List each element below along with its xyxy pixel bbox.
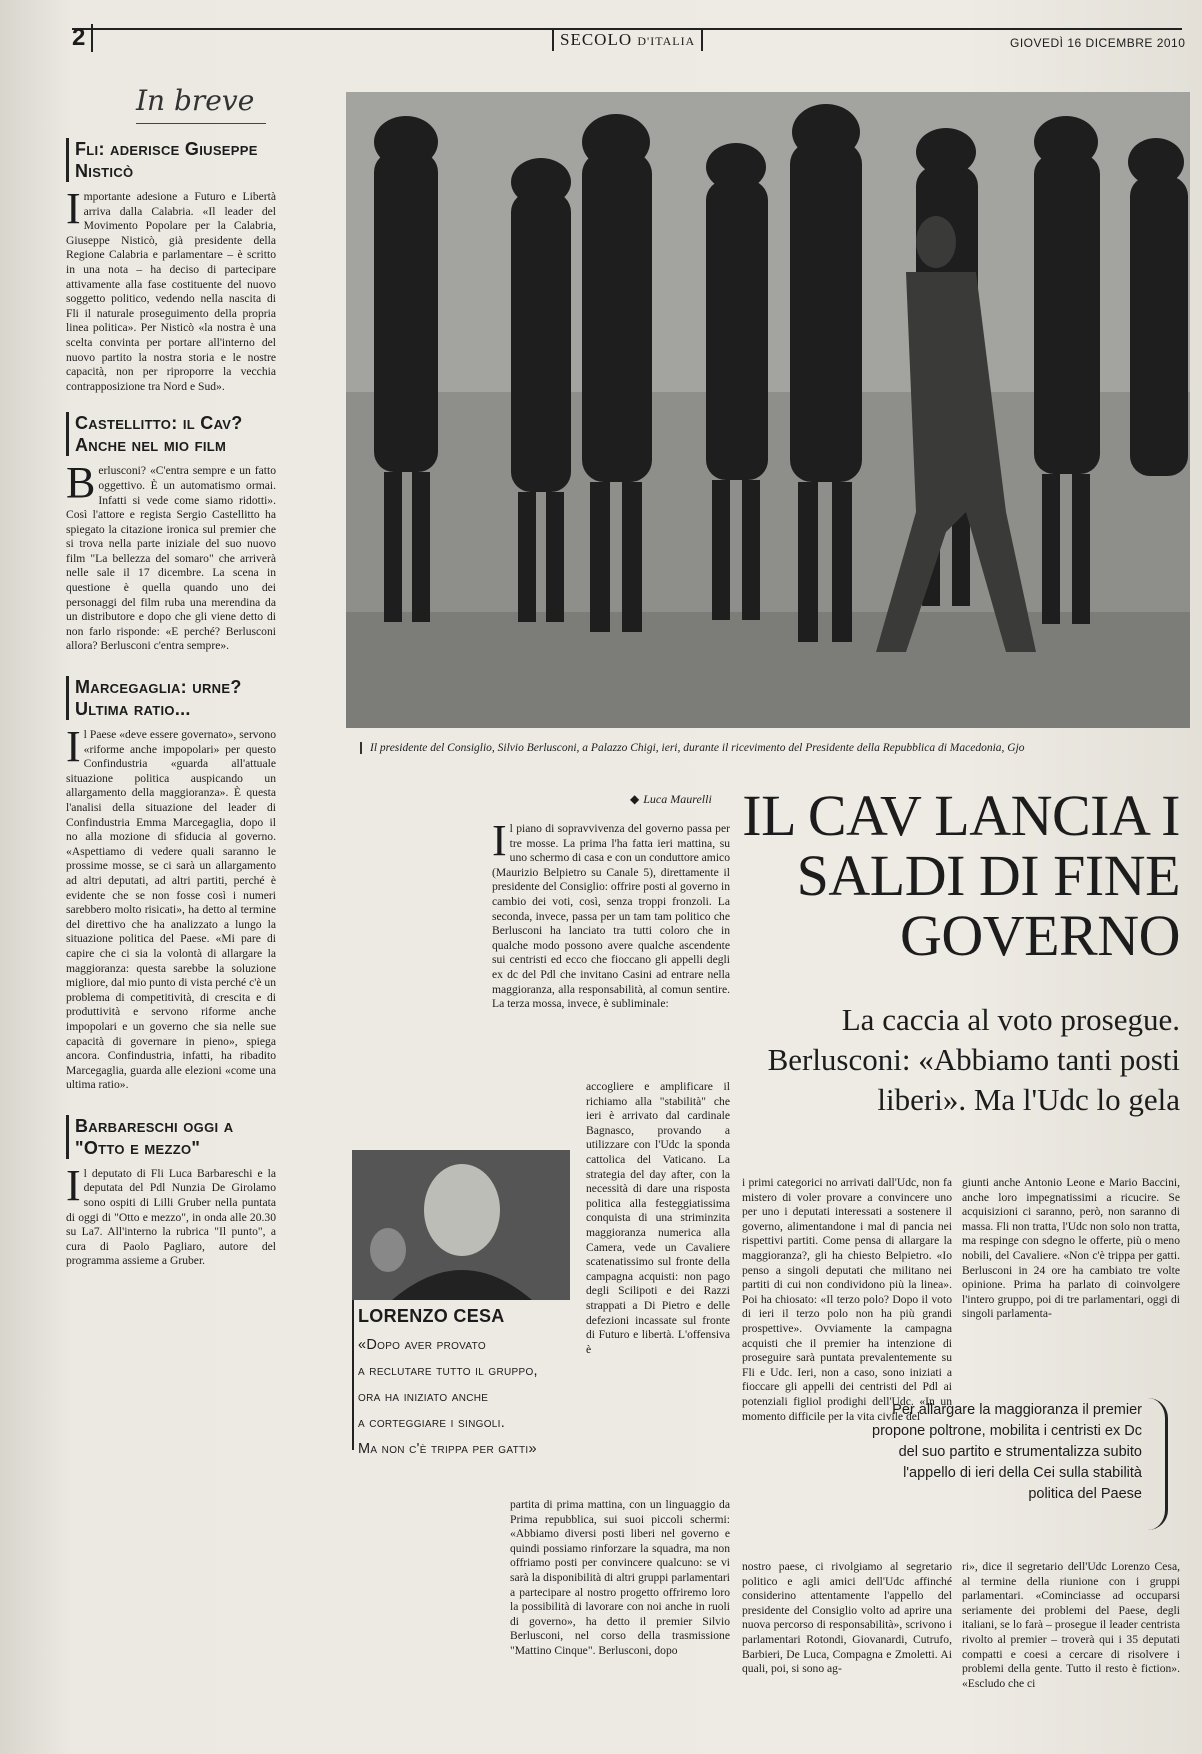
cesa-portrait	[352, 1150, 570, 1300]
pull-quote-bracket	[1148, 1398, 1168, 1530]
subheadline: La caccia al voto prosegue. Berlusconi: «Abbiamo tanti posti liberi». Ma l'Udc lo gela	[767, 1002, 1180, 1117]
section-label: In breve	[136, 84, 266, 124]
cesa-quote-line: a corteggiare i singoli.	[358, 1415, 506, 1431]
brief-text: Importante adesione a Futuro e Libertà arriva dalla Calabria. «Il leader del Movimento Popolare per la Calabria, Giuseppe Nisticò, già presidente della Regione Calabria e parlamentare – è scritto in una nota – ha deciso di partecipare attivamente alla fase costituente del nuovo soggetto politico, vedendo nella nascita di Fli il naturale proseguimento della propria linea politica». Per Nisticò «la nostra è una scelta convinta per portare all'interno del nuovo partito la nostra storia e le nostre capacità, non per riproporre la vecchia contrapposizione tra Nord e Sud».	[66, 184, 276, 393]
article-paragraph: giunti anche Antonio Leone e Mario Baccini, anche loro impegnatissimi a ricucire. Se acquisizioni ci saranno, però, non saranno di massa. Fli non tratta, l'Udc non solo non tratta, ma respinge con sdegno le offerte, più o meno nobili, del Cavaliere. «Non c'è trippa per gatti. Berlusconi in 24 ore ha cambiato tre volte opinione. Prima ha parlato di coinvolgere l'intero gruppo, poi di tre parlamentari, oggi di singoli parlamenta-	[962, 1176, 1180, 1321]
article-column	[962, 1560, 1180, 1691]
brief-item	[66, 412, 276, 654]
cesa-quote-line: a reclutare tutto il gruppo,	[358, 1363, 538, 1379]
paper-name	[552, 30, 703, 51]
brief-item	[66, 138, 276, 394]
article-column	[742, 1176, 952, 1424]
brief-text: Il Paese «deve essere governato», servono «riforme anche impopolari» per questo Confindustria «guarda all'attuale situazione politica auspicando un allargamento della maggioranza». È questa l'analisi della situazione del leader di Confindustria Emma Marcegaglia, dopo il no alla mozione di sfiducia al governo. «Aspettiamo di vedere quali saranno le prossime mosse, se ci sarà un allargamento ad altri deputati, ad altri partiti, perché è evidente che se non fosse così i numeri sarebbero molto risicati», ha detto al termine del direttivo che ha analizzato a lungo la situazione politica del Paese. «Mi pare di capire che ci sia la volontà di allargare la maggioranza: questa sarebbe la soluzione migliore, dal mio punto di vista perché c'è un problema di competitività, di crescita e di produttività e servono riforme anche impopolari e un governo che sia nelle sue capacità di governare in pieno», spiega ancora. Confindustria, infatti, ha ribadito Marcegaglia, guarda alle elezioni «come una ultima ratio».	[66, 722, 276, 1092]
paper-name-main: SECOLO	[560, 30, 633, 49]
article-paragraph: partita di prima mattina, con un linguaggio da Prima repubblica, sui suoi piccoli schermi: «Abbiamo diversi posti liberi nel governo e quindi possiamo rinforzare la squadra, ma non offriamo posti per convincere qualcuno: se vi sarà la disponibilità di altri gruppi parlamentari a partecipare al nostro progetto offriremo loro la possibilità di lavorare con noi anche in ruoli di governo», ha detto il premier Silvio Berlusconi, nel corso della trasmissione "Mattino Cinque". Berlusconi, dopo	[510, 1498, 730, 1657]
sidebar-in-breve	[66, 84, 276, 1269]
article-paragraph: i primi categorici no arrivati dall'Udc, non fa mistero di voler provare a convincere uno per uno i deputati interessati a sostenere il governo, alimentandone i mal di pancia nei rispettivi partiti. Come pensa di allargare la maggioranza?, gli ha chiesto Belpietro. «Io penso a singoli deputati che militano nei partiti di cui non condividono più la linea». Poi ha chiosato: «Il terzo polo? Dopo il voto di ieri il terzo polo non ha più grandi prospettive». Ovviamente la campagna acquisti che il premier ha intenzione di proseguire sarà puntata prevalentemente su Fli e Udc. Ieri, non a caso, sono iniziati a fioccare gli appelli dei centristi del Pdl ai potenziali figliol prodighi dell'Udc. «In un momento difficile per la vita civile del	[742, 1176, 952, 1423]
cesa-name: LORENZO CESA	[358, 1306, 505, 1326]
article-paragraph: ri», dice il segretario dell'Udc Lorenzo Cesa, al termine della riunione con i gruppi parlamentari. «Cominciasse ad occuparsi seriamente dei problemi del Paese, degli italiani, se lo farà – prosegue il leader centrista rivolto al premier – troverà qui i 35 deputati compatti e coesi a cercare di risolvere i problemi della gente. Tutto il resto è fiction». «Escludo che ci	[962, 1560, 1180, 1690]
article-paragraph: Il piano di sopravvivenza del governo passa per tre mosse. La prima l'ha fatta ieri mattina, su uno schermo di casa e con un conduttore amico (Maurizio Belpietro su Canale 5), direttamente il presidente del Consiglio: offrire posti al governo in cambio dei voti, così, senza troppi fronzoli. La seconda, invece, passa per un tam tam politico che Berlusconi ha lanciato tra tutti coloro che in qualche modo possono avere qualche ascendente sui centristi ed ecco che fioccano gli appelli degli ex dc del Pdl che invitano Casini ad entrare nella maggioranza, alla responsabilità, al comun sentire. La terza mossa, invece, è subliminale:	[492, 816, 730, 1011]
brief-title: Castellitto: il Cav? Anche nel mio film	[66, 412, 276, 456]
brief-item	[66, 676, 276, 1093]
article-paragraph: accogliere e amplificare il richiamo alla "stabilità" che ieri è arrivato dal cardinale Bagnasco, provando a utilizzare con l'Udc la sponda cattolica del Vaticano. La strategia del day after, con la necessità di dare una risposta politica alla festeggiatissima conquista di una striminzita maggioranza numerica alla Camera, vede un Cavaliere scatenatissimo sul fronte della campagna acquisti: non pago degli Scilipoti e dei Razzi strappati a Di Pietro e delle defezioni incassate sul fronte di Futuro e libertà. L'offensiva è	[586, 1080, 730, 1356]
cesa-quote-line: Ma non c'è trippa per gatti»	[358, 1441, 537, 1457]
brief-item	[66, 1115, 276, 1269]
cesa-rule	[352, 1300, 354, 1450]
article-column	[586, 1080, 730, 1357]
cesa-quote	[358, 1332, 578, 1462]
main-photo	[346, 92, 1190, 728]
headline: IL CAV LANCIA I SALDI DI FINE GOVERNO	[742, 783, 1180, 968]
brief-text: Il deputato di Fli Luca Barbareschi e la deputata del Pdl Nunzia De Girolamo sono ospiti di Lilli Gruber nella puntata di oggi di "Otto e mezzo", in onda alle 20.30 su La7. All'interno la rubrica "Il punto", a cura di Paolo Pagliaro, autore del programma assieme a Gruber.	[66, 1160, 276, 1268]
article-column	[962, 1176, 1180, 1322]
byline: ◆ Luca Maurelli	[630, 792, 712, 807]
brief-title: Fli: aderisce Giuseppe Nisticò	[66, 138, 276, 182]
article-column	[492, 816, 730, 1012]
article-column	[510, 1498, 730, 1659]
page-number: 2	[72, 24, 93, 52]
brief-title: Marcegaglia: urne? Ultima ratio...	[66, 676, 276, 720]
issue-date: GIOVEDÌ 16 DICEMBRE 2010	[1010, 36, 1186, 50]
article-column	[742, 1560, 952, 1677]
brief-title: Barbareschi oggi a "Otto e mezzo"	[66, 1115, 276, 1159]
guards-illustration	[346, 92, 1190, 728]
pull-quote: Per allargare la maggioranza il premier propone poltrone, mobilita i centristi ex Dc del suo partito e strumentalizza subito l'appello di ieri della Cei sulla stabilità politica del Paese	[872, 1402, 1142, 1502]
cesa-quote-line: «Dopo aver provato	[358, 1337, 486, 1353]
brief-text: Berlusconi? «C'entra sempre e un fatto oggettivo. È un automatismo ormai. Infatti si vede come siamo ridotti». Così l'attore e regista Sergio Castellitto ha spiegato la citazione ironica sul premier che si trova nella parte iniziale del suo nuovo film "La bellezza del somaro" che arriverà nelle sale il 17 dicembre. La scena in questione è quella quando uno dei personaggi del film ruba una merendina da un distributore e dopo che gli viene detto di non farlo risponde: «E perché? Berlusconi allora? Berlusconi c'entra sempre».	[66, 458, 276, 653]
photo-caption: Il presidente del Consiglio, Silvio Berlusconi, a Palazzo Chigi, ieri, durante il ricevimento del Presidente della Repubblica di Macedonia, Gjo	[360, 742, 1190, 754]
article-paragraph: nostro paese, ci rivolgiamo al segretario politico e agli amici dell'Udc affinché considerino attentamente l'appello del presidente del Consiglio volto ad aprire una nuova percorso di responsabilità», scrivono i parlamentari Rotondi, Giovanardi, Cutrufo, Barbieri, De Luca, Compagna e Zmoletti. Ai quali, poi, si sono ag-	[742, 1560, 952, 1676]
cesa-quote-line: ora ha iniziato anche	[358, 1389, 489, 1405]
paper-name-suffix: D'ITALIA	[637, 34, 696, 48]
cesa-photo	[352, 1150, 570, 1300]
